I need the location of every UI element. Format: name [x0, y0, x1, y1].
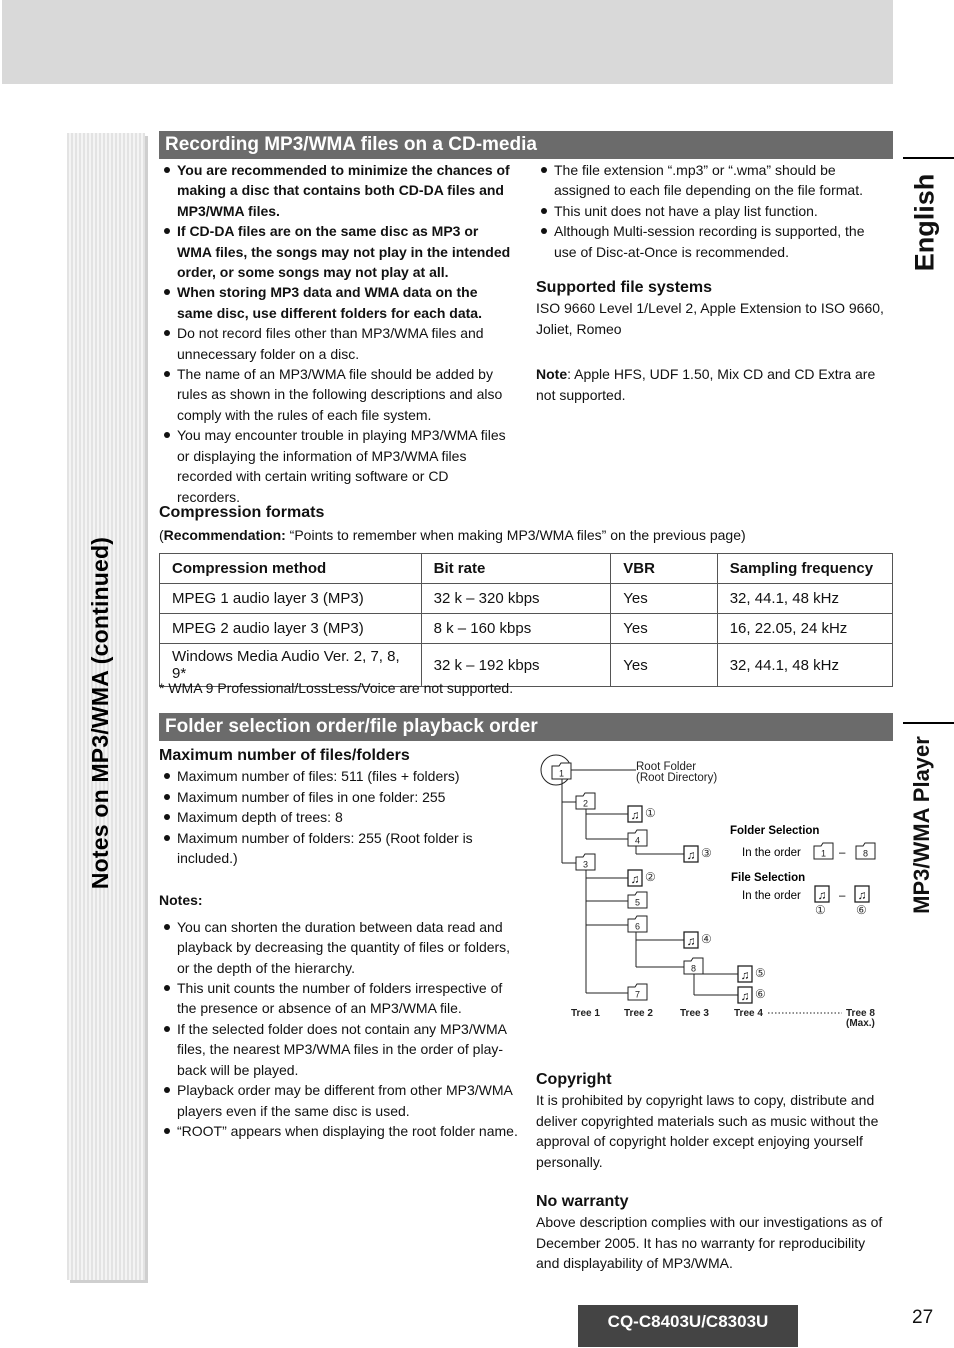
bullet-item: When storing MP3 data and WMA data on the same disc, use different folders for each data. — [159, 282, 515, 323]
table-cell: Yes — [611, 644, 717, 687]
folder-in-order-label: In the order — [742, 847, 801, 859]
folder-icon — [628, 892, 647, 908]
file-in-order-label: In the order — [742, 890, 801, 902]
file-order-number: ⑥ — [755, 987, 766, 1001]
root-directory-label: (Root Directory) — [636, 772, 718, 784]
folder-number: 4 — [634, 835, 641, 846]
svg-text:♫: ♫ — [686, 934, 696, 948]
music-file-icon — [738, 966, 766, 982]
compression-table — [159, 553, 893, 687]
folder-tree-diagram — [536, 748, 892, 1038]
compression-heading: Compression formats — [159, 504, 325, 521]
svg-text:♫: ♫ — [740, 989, 750, 1003]
copyright-block — [536, 1070, 888, 1274]
sidebar-strip — [67, 133, 145, 1280]
folder-number: 1 — [558, 768, 565, 779]
music-file-icon — [738, 987, 766, 1003]
table-header-cell: Compression method — [160, 554, 422, 584]
tab-player-label: MP3/WMA Player — [909, 736, 934, 914]
table-header-cell: Bit rate — [421, 554, 611, 584]
table-cell: 32 k – 320 kbps — [421, 584, 611, 614]
supported-text: ISO 9660 Level 1/Level 2, Apple Extension to ISO 9660, Joliet, Romeo — [536, 300, 884, 337]
table-cell: 32, 44.1, 48 kHz — [717, 644, 892, 687]
table-cell: 16, 22.05, 24 kHz — [717, 614, 892, 644]
folder-number: 7 — [634, 989, 641, 1000]
folder-number: 3 — [582, 859, 589, 870]
root-folder-label: Root Folder — [636, 761, 697, 773]
rec-text: “Points to remember when making MP3/WMA files” on the previous page) — [285, 527, 746, 544]
svg-text:♫: ♫ — [857, 888, 867, 902]
tree-level-label: Tree 1 — [571, 1008, 600, 1019]
table-cell: Yes — [611, 584, 717, 614]
note-paragraph — [536, 364, 886, 405]
table-cell: 32 k – 192 kbps — [421, 644, 611, 687]
folder-number: 8 — [862, 848, 869, 859]
file-dash: – — [839, 890, 846, 902]
table-cell: Windows Media Audio Ver. 2, 7, 8, 9* — [160, 644, 422, 687]
table-footnote: * WMA 9 Professional/LossLess/Voice are not supported. — [159, 680, 514, 696]
bullet-item: “ROOT” appears when displaying the root folder name. — [159, 1121, 519, 1141]
table-header-cell: Sampling frequency — [717, 554, 892, 584]
table-cell: MPEG 1 audio layer 3 (MP3) — [160, 584, 422, 614]
legend-first-file-number: ① — [815, 903, 826, 917]
rec-label: Recommendation: — [163, 527, 286, 544]
music-file-icon — [684, 932, 712, 948]
tree-level-label: Tree 4 — [734, 1008, 763, 1019]
bullet-item: Maximum number of files: 511 (files + folders) — [159, 766, 519, 786]
bullet-item: Maximum number of folders: 255 (Root folder is included.) — [159, 828, 519, 869]
bullet-item: If CD-DA files are on the same disc as MP3 or WMA files, the songs may not play in the intended order, or some songs may not play at all. — [159, 221, 515, 282]
table-cell: 32, 44.1, 48 kHz — [717, 584, 892, 614]
file-order-number: ⑤ — [755, 966, 766, 980]
file-order-number: ② — [645, 870, 656, 884]
music-file-icon — [628, 870, 656, 886]
tab-divider — [903, 157, 954, 159]
tab-english-label: English — [909, 173, 940, 272]
bullet-item: Do not record files other than MP3/WMA files and unnecessary folder on a disc. — [159, 323, 515, 364]
folder-icon — [628, 830, 647, 846]
file-order-number: ① — [645, 806, 656, 820]
folder-number: 8 — [690, 963, 697, 974]
bullet-item: This unit does not have a play list function. — [536, 201, 886, 221]
notes-heading: Notes: — [159, 892, 203, 909]
tree-level-label: Tree 3 — [680, 1008, 709, 1019]
file-order-number: ④ — [701, 932, 712, 946]
tab-player — [903, 722, 954, 942]
folder-number: 6 — [634, 921, 641, 932]
tree-level-label: Tree 2 — [624, 1008, 653, 1019]
folder-dash: – — [839, 847, 846, 859]
legend-last-file-icon — [855, 886, 869, 902]
folder-icon — [684, 958, 703, 974]
svg-text:♫: ♫ — [740, 968, 750, 982]
page-number: 27 — [912, 1307, 934, 1328]
folder-number: 5 — [634, 897, 641, 908]
music-file-icon — [628, 806, 656, 822]
recommendation-line — [159, 525, 893, 545]
legend-first-file-icon — [815, 886, 829, 902]
note-label: Note — [536, 366, 568, 383]
tab-english — [903, 157, 954, 287]
top-banner — [2, 0, 893, 84]
folder-icon — [628, 916, 647, 932]
supported-heading: Supported file systems — [536, 279, 713, 297]
root-folder-icon — [552, 763, 571, 779]
table-cell: 8 k – 160 kbps — [421, 614, 611, 644]
tree-level-label: (Max.) — [846, 1018, 875, 1029]
model-number-badge: CQ-C8403U/C8303U — [578, 1305, 798, 1347]
max-heading: Maximum number of files/folders — [159, 747, 410, 764]
bullet-item: Maximum depth of trees: 8 — [159, 807, 519, 827]
bullet-item: Playback order may be different from other MP3/WMA players even if the same disc is used. — [159, 1080, 519, 1121]
note-text: : Apple HFS, UDF 1.50, Mix CD and CD Extra are not supported. — [536, 366, 876, 403]
bullet-item: You can shorten the duration between data read and playback by decreasing the quantity of files or folders, or the depth of the hierarchy. — [159, 917, 519, 978]
bullet-item: The file extension “.mp3” or “.wma” should be assigned to each file depending on the file format. — [536, 160, 886, 201]
svg-text:♫: ♫ — [817, 888, 827, 902]
table-header-cell: VBR — [611, 554, 717, 584]
copyright-text: It is prohibited by copyright laws to copy, distribute and deliver copyrighted materials such as music without the approval of copyright holder except enjoying yourself personally. — [536, 1092, 879, 1170]
music-file-icon — [684, 846, 712, 862]
section1-right-column — [536, 160, 886, 405]
folder-number: 2 — [582, 798, 589, 809]
table-cell: Yes — [611, 614, 717, 644]
folder-icon — [576, 793, 595, 809]
bullet-item: The name of an MP3/WMA file should be added by rules as shown in the following descriptions and also comply with the rules of each file system. — [159, 364, 515, 425]
bullet-item: Maximum number of files in one folder: 255 — [159, 787, 519, 807]
svg-text:♫: ♫ — [630, 872, 640, 886]
bullet-item: You may encounter trouble in playing MP3/WMA files or displaying the information of MP3/WMA files recorded with certain writing software or CD recorders. — [159, 425, 515, 507]
table-row — [160, 584, 893, 614]
bullet-item: Although Multi-session recording is supported, the use of Disc-at-Once is recommended. — [536, 221, 886, 262]
copyright-heading: Copyright — [536, 1071, 612, 1088]
warranty-text: Above description complies with our investigations as of December 2005. It has no warranty for reproducibility and displayability of MP3/WMA. — [536, 1214, 883, 1272]
folder-icon — [628, 984, 647, 1000]
table-cell: MPEG 2 audio layer 3 (MP3) — [160, 614, 422, 644]
legend-last-folder-icon — [856, 843, 875, 859]
table-row — [160, 614, 893, 644]
warranty-heading: No warranty — [536, 1193, 629, 1211]
svg-text:♫: ♫ — [686, 848, 696, 862]
folder-selection-label: Folder Selection — [730, 825, 820, 837]
file-order-number: ③ — [701, 846, 712, 860]
section2-header: Folder selection order/file playback order — [159, 713, 893, 741]
section1-left-column — [159, 160, 515, 507]
rec-paren: ( — [159, 527, 164, 544]
legend-first-folder-icon — [814, 843, 833, 859]
legend-last-file-number: ⑥ — [856, 903, 867, 917]
bullet-item: This unit counts the number of folders irrespective of the presence or absence of an MP3/WMA file. — [159, 978, 519, 1019]
bullet-item: You are recommended to minimize the chances of making a disc that contains both CD-DA files and MP3/WMA files. — [159, 160, 515, 221]
side-title: Notes on MP3/WMA (continued) — [87, 536, 113, 890]
svg-text:♫: ♫ — [630, 808, 640, 822]
folder-icon — [576, 854, 595, 870]
section2-left-column — [159, 746, 519, 1141]
compression-block — [159, 503, 893, 546]
folder-number: 1 — [820, 848, 827, 859]
file-selection-label: File Selection — [731, 872, 806, 884]
bullet-item: If the selected folder does not contain any MP3/WMA files, the nearest MP3/WMA files in the order of play-back will be played. — [159, 1019, 519, 1080]
section1-header: Recording MP3/WMA files on a CD-media — [159, 131, 893, 159]
tree-level-label: Tree 8 — [846, 1008, 875, 1019]
